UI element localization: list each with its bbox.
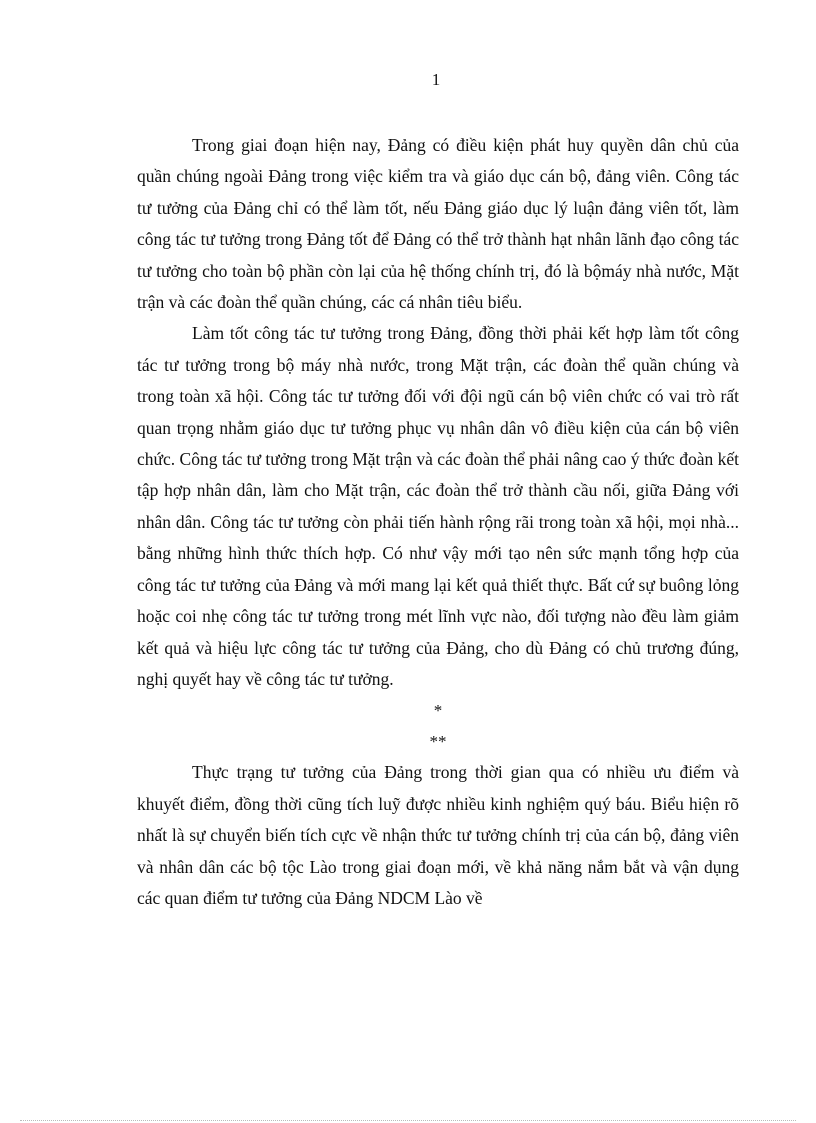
paragraph-2: Làm tốt công tác tư tưởng trong Đảng, đồng thời phải kết hợp làm tốt công tác tư tưởng trong bộ máy nhà nước, trong Mặt trận, các đoàn thể quần chúng và trong toàn xã hội. Công tác tư tưởng đối với đội ngũ cán bộ viên chức có vai trò rất quan trọng nhằm giáo dục tư tưởng phục vụ nhân dân vô điều kiện của cán bộ viên chức. Công tác tư tưởng trong Mặt trận và các đoàn thể phải nâng cao ý thức đoàn kết tập hợp nhân dân, làm cho Mặt trận, các đoàn thể trở thành cầu nối, giữa Đảng với nhân dân. Công tác tư tưởng còn phải tiến hành rộng rãi trong toàn xã hội, mọi nhà... bằng những hình thức thích hợp. Có như vậy mới tạo nên sức mạnh tổng hợp của công tác tư tưởng của Đảng và mới mang lại kết quả thiết thực. Bất cứ sự buông lỏng hoặc coi nhẹ công tác tư tưởng trong mét lĩnh vực nào, đối tượng nào đều làm giảm kết quả và hiệu lực công tác tư tưởng của Đảng, cho dù Đảng có chủ trương đúng, nghị quyết hay về công tác tư tưởng. (137, 323, 739, 689)
paragraph-3: Thực trạng tư tưởng của Đảng trong thời gian qua có nhiều ưu điểm và khuyết điểm, đồng thời cũng tích luỹ được nhiều kinh nghiệm quý báu. Biểu hiện rõ nhất là sự chuyển biến tích cực về nhận thức tư tưởng chính trị của cán bộ, đảng viên và nhân dân các bộ tộc Lào trong giai đoạn mới, về khả năng nắm bắt và vận dụng các quan điểm tư tưởng của Đảng NDCM Lào về (137, 762, 739, 908)
paragraph-1: Trong giai đoạn hiện nay, Đảng có điều kiện phát huy quyền dân chủ của quần chúng ngoài Đảng trong việc kiểm tra và giáo dục cán bộ, đảng viên. Công tác tư tưởng của Đảng chỉ có thể làm tốt, nếu Đảng giáo dục lý luận đảng viên tốt, làm công tác tư tưởng trong Đảng tốt để Đảng có thể trở thành hạt nhân lãnh đạo công tác tư tưởng cho toàn bộ phần còn lại của hệ thống chính trị, đó là bộmáy nhà nước, Mặt trận và các đoàn thể quần chúng, các cá nhân tiêu biểu. (137, 135, 739, 313)
document-body (137, 130, 739, 914)
separator-line-1: * (433, 701, 443, 721)
page-number: 1 (431, 70, 441, 89)
section-separator (137, 695, 739, 757)
page-bottom-rule (20, 1120, 796, 1121)
separator-line-2: ** (429, 732, 447, 752)
